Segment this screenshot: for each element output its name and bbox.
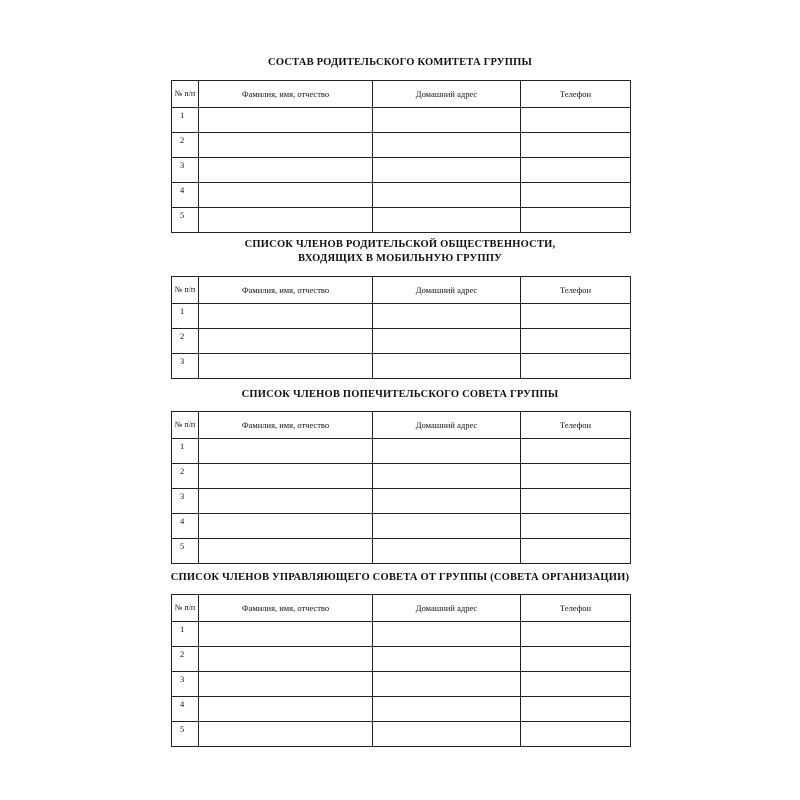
row-number: 1	[172, 304, 199, 329]
cell-home-address[interactable]	[373, 133, 521, 158]
cell-full-name[interactable]	[199, 539, 373, 564]
section-title-line: СОСТАВ РОДИТЕЛЬСКОГО КОМИТЕТА ГРУППЫ	[268, 57, 532, 68]
cell-phone[interactable]	[521, 158, 631, 183]
cell-full-name[interactable]	[199, 672, 373, 697]
cell-full-name[interactable]	[199, 622, 373, 647]
cell-phone[interactable]	[521, 439, 631, 464]
row-number: 4	[172, 514, 199, 539]
header-phone: Телефон	[521, 277, 631, 304]
cell-full-name[interactable]	[199, 697, 373, 722]
table-header-row	[172, 412, 631, 439]
cell-home-address[interactable]	[373, 439, 521, 464]
row-number: 5	[172, 208, 199, 233]
table-row	[172, 489, 631, 514]
cell-phone[interactable]	[521, 133, 631, 158]
cell-full-name[interactable]	[199, 133, 373, 158]
cell-phone[interactable]	[521, 539, 631, 564]
row-number: 3	[172, 354, 199, 379]
cell-full-name[interactable]	[199, 158, 373, 183]
cell-full-name[interactable]	[199, 439, 373, 464]
header-phone: Телефон	[521, 81, 631, 108]
cell-phone[interactable]	[521, 672, 631, 697]
row-number: 2	[172, 464, 199, 489]
table-parent-committee	[171, 80, 631, 233]
header-full-name: Фамилия, имя, отчество	[199, 595, 373, 622]
row-number: 2	[172, 329, 199, 354]
table-row	[172, 647, 631, 672]
cell-full-name[interactable]	[199, 464, 373, 489]
row-number: 4	[172, 697, 199, 722]
table-row	[172, 329, 631, 354]
cell-phone[interactable]	[521, 354, 631, 379]
row-number: 3	[172, 489, 199, 514]
header-number: № п/п	[172, 412, 199, 439]
cell-home-address[interactable]	[373, 697, 521, 722]
cell-home-address[interactable]	[373, 647, 521, 672]
header-number: № п/п	[172, 595, 199, 622]
cell-home-address[interactable]	[373, 622, 521, 647]
cell-full-name[interactable]	[199, 208, 373, 233]
row-number: 5	[172, 539, 199, 564]
table-row	[172, 722, 631, 747]
section-title-governing-council	[170, 571, 630, 585]
header-number: № п/п	[172, 81, 199, 108]
header-number: № п/п	[172, 277, 199, 304]
table-row	[172, 304, 631, 329]
cell-home-address[interactable]	[373, 108, 521, 133]
row-number: 3	[172, 672, 199, 697]
cell-full-name[interactable]	[199, 489, 373, 514]
cell-phone[interactable]	[521, 647, 631, 672]
header-home-address: Домашний адрес	[373, 81, 521, 108]
table-row	[172, 697, 631, 722]
row-number: 2	[172, 133, 199, 158]
cell-phone[interactable]	[521, 697, 631, 722]
cell-phone[interactable]	[521, 622, 631, 647]
cell-phone[interactable]	[521, 329, 631, 354]
table-row	[172, 622, 631, 647]
cell-home-address[interactable]	[373, 514, 521, 539]
table-row	[172, 208, 631, 233]
table-row	[172, 464, 631, 489]
cell-phone[interactable]	[521, 489, 631, 514]
cell-full-name[interactable]	[199, 647, 373, 672]
table-row	[172, 514, 631, 539]
header-phone: Телефон	[521, 412, 631, 439]
table-row	[172, 108, 631, 133]
row-number: 3	[172, 158, 199, 183]
cell-phone[interactable]	[521, 108, 631, 133]
row-number: 2	[172, 647, 199, 672]
header-full-name: Фамилия, имя, отчество	[199, 412, 373, 439]
cell-full-name[interactable]	[199, 108, 373, 133]
cell-full-name[interactable]	[199, 183, 373, 208]
header-home-address: Домашний адрес	[373, 412, 521, 439]
cell-full-name[interactable]	[199, 304, 373, 329]
table-row	[172, 158, 631, 183]
section-title-line: ВХОДЯЩИХ В МОБИЛЬНУЮ ГРУППУ	[297, 253, 503, 264]
table-row	[172, 439, 631, 464]
row-number: 1	[172, 439, 199, 464]
cell-full-name[interactable]	[199, 722, 373, 747]
table-governing-council	[171, 594, 631, 747]
cell-phone[interactable]	[521, 514, 631, 539]
cell-full-name[interactable]	[199, 514, 373, 539]
cell-home-address[interactable]	[373, 722, 521, 747]
table-row	[172, 183, 631, 208]
cell-home-address[interactable]	[373, 354, 521, 379]
header-phone: Телефон	[521, 595, 631, 622]
table-board-of-trustees	[171, 411, 631, 564]
section-title-line: СПИСОК ЧЛЕНОВ РОДИТЕЛЬСКОЙ ОБЩЕСТВЕННОСТИ,	[244, 239, 556, 250]
section-title-parent-committee	[170, 56, 630, 70]
section-title-board-of-trustees	[170, 388, 630, 402]
cell-phone[interactable]	[521, 208, 631, 233]
cell-full-name[interactable]	[199, 329, 373, 354]
row-number: 4	[172, 183, 199, 208]
section-title-line: СПИСОК ЧЛЕНОВ УПРАВЛЯЮЩЕГО СОВЕТА ОТ ГРУППЫ (СОВЕТА ОРГАНИЗАЦИИ)	[170, 572, 630, 583]
cell-home-address[interactable]	[373, 539, 521, 564]
table-mobile-group	[171, 276, 631, 379]
cell-home-address[interactable]	[373, 329, 521, 354]
cell-home-address[interactable]	[373, 304, 521, 329]
row-number: 1	[172, 622, 199, 647]
table-header-row	[172, 81, 631, 108]
cell-home-address[interactable]	[373, 489, 521, 514]
table-row	[172, 354, 631, 379]
cell-home-address[interactable]	[373, 672, 521, 697]
table-row	[172, 672, 631, 697]
cell-phone[interactable]	[521, 464, 631, 489]
row-number: 5	[172, 722, 199, 747]
header-full-name: Фамилия, имя, отчество	[199, 81, 373, 108]
section-title-line: СПИСОК ЧЛЕНОВ ПОПЕЧИТЕЛЬСКОГО СОВЕТА ГРУППЫ	[241, 389, 559, 400]
cell-phone[interactable]	[521, 722, 631, 747]
cell-phone[interactable]	[521, 183, 631, 208]
header-home-address: Домашний адрес	[373, 595, 521, 622]
cell-home-address[interactable]	[373, 158, 521, 183]
table-header-row	[172, 277, 631, 304]
table-row	[172, 133, 631, 158]
header-full-name: Фамилия, имя, отчество	[199, 277, 373, 304]
cell-full-name[interactable]	[199, 354, 373, 379]
cell-home-address[interactable]	[373, 464, 521, 489]
cell-home-address[interactable]	[373, 208, 521, 233]
section-title-mobile-group	[170, 238, 630, 266]
table-row	[172, 539, 631, 564]
table-header-row	[172, 595, 631, 622]
cell-phone[interactable]	[521, 304, 631, 329]
row-number: 1	[172, 108, 199, 133]
header-home-address: Домашний адрес	[373, 277, 521, 304]
cell-home-address[interactable]	[373, 183, 521, 208]
